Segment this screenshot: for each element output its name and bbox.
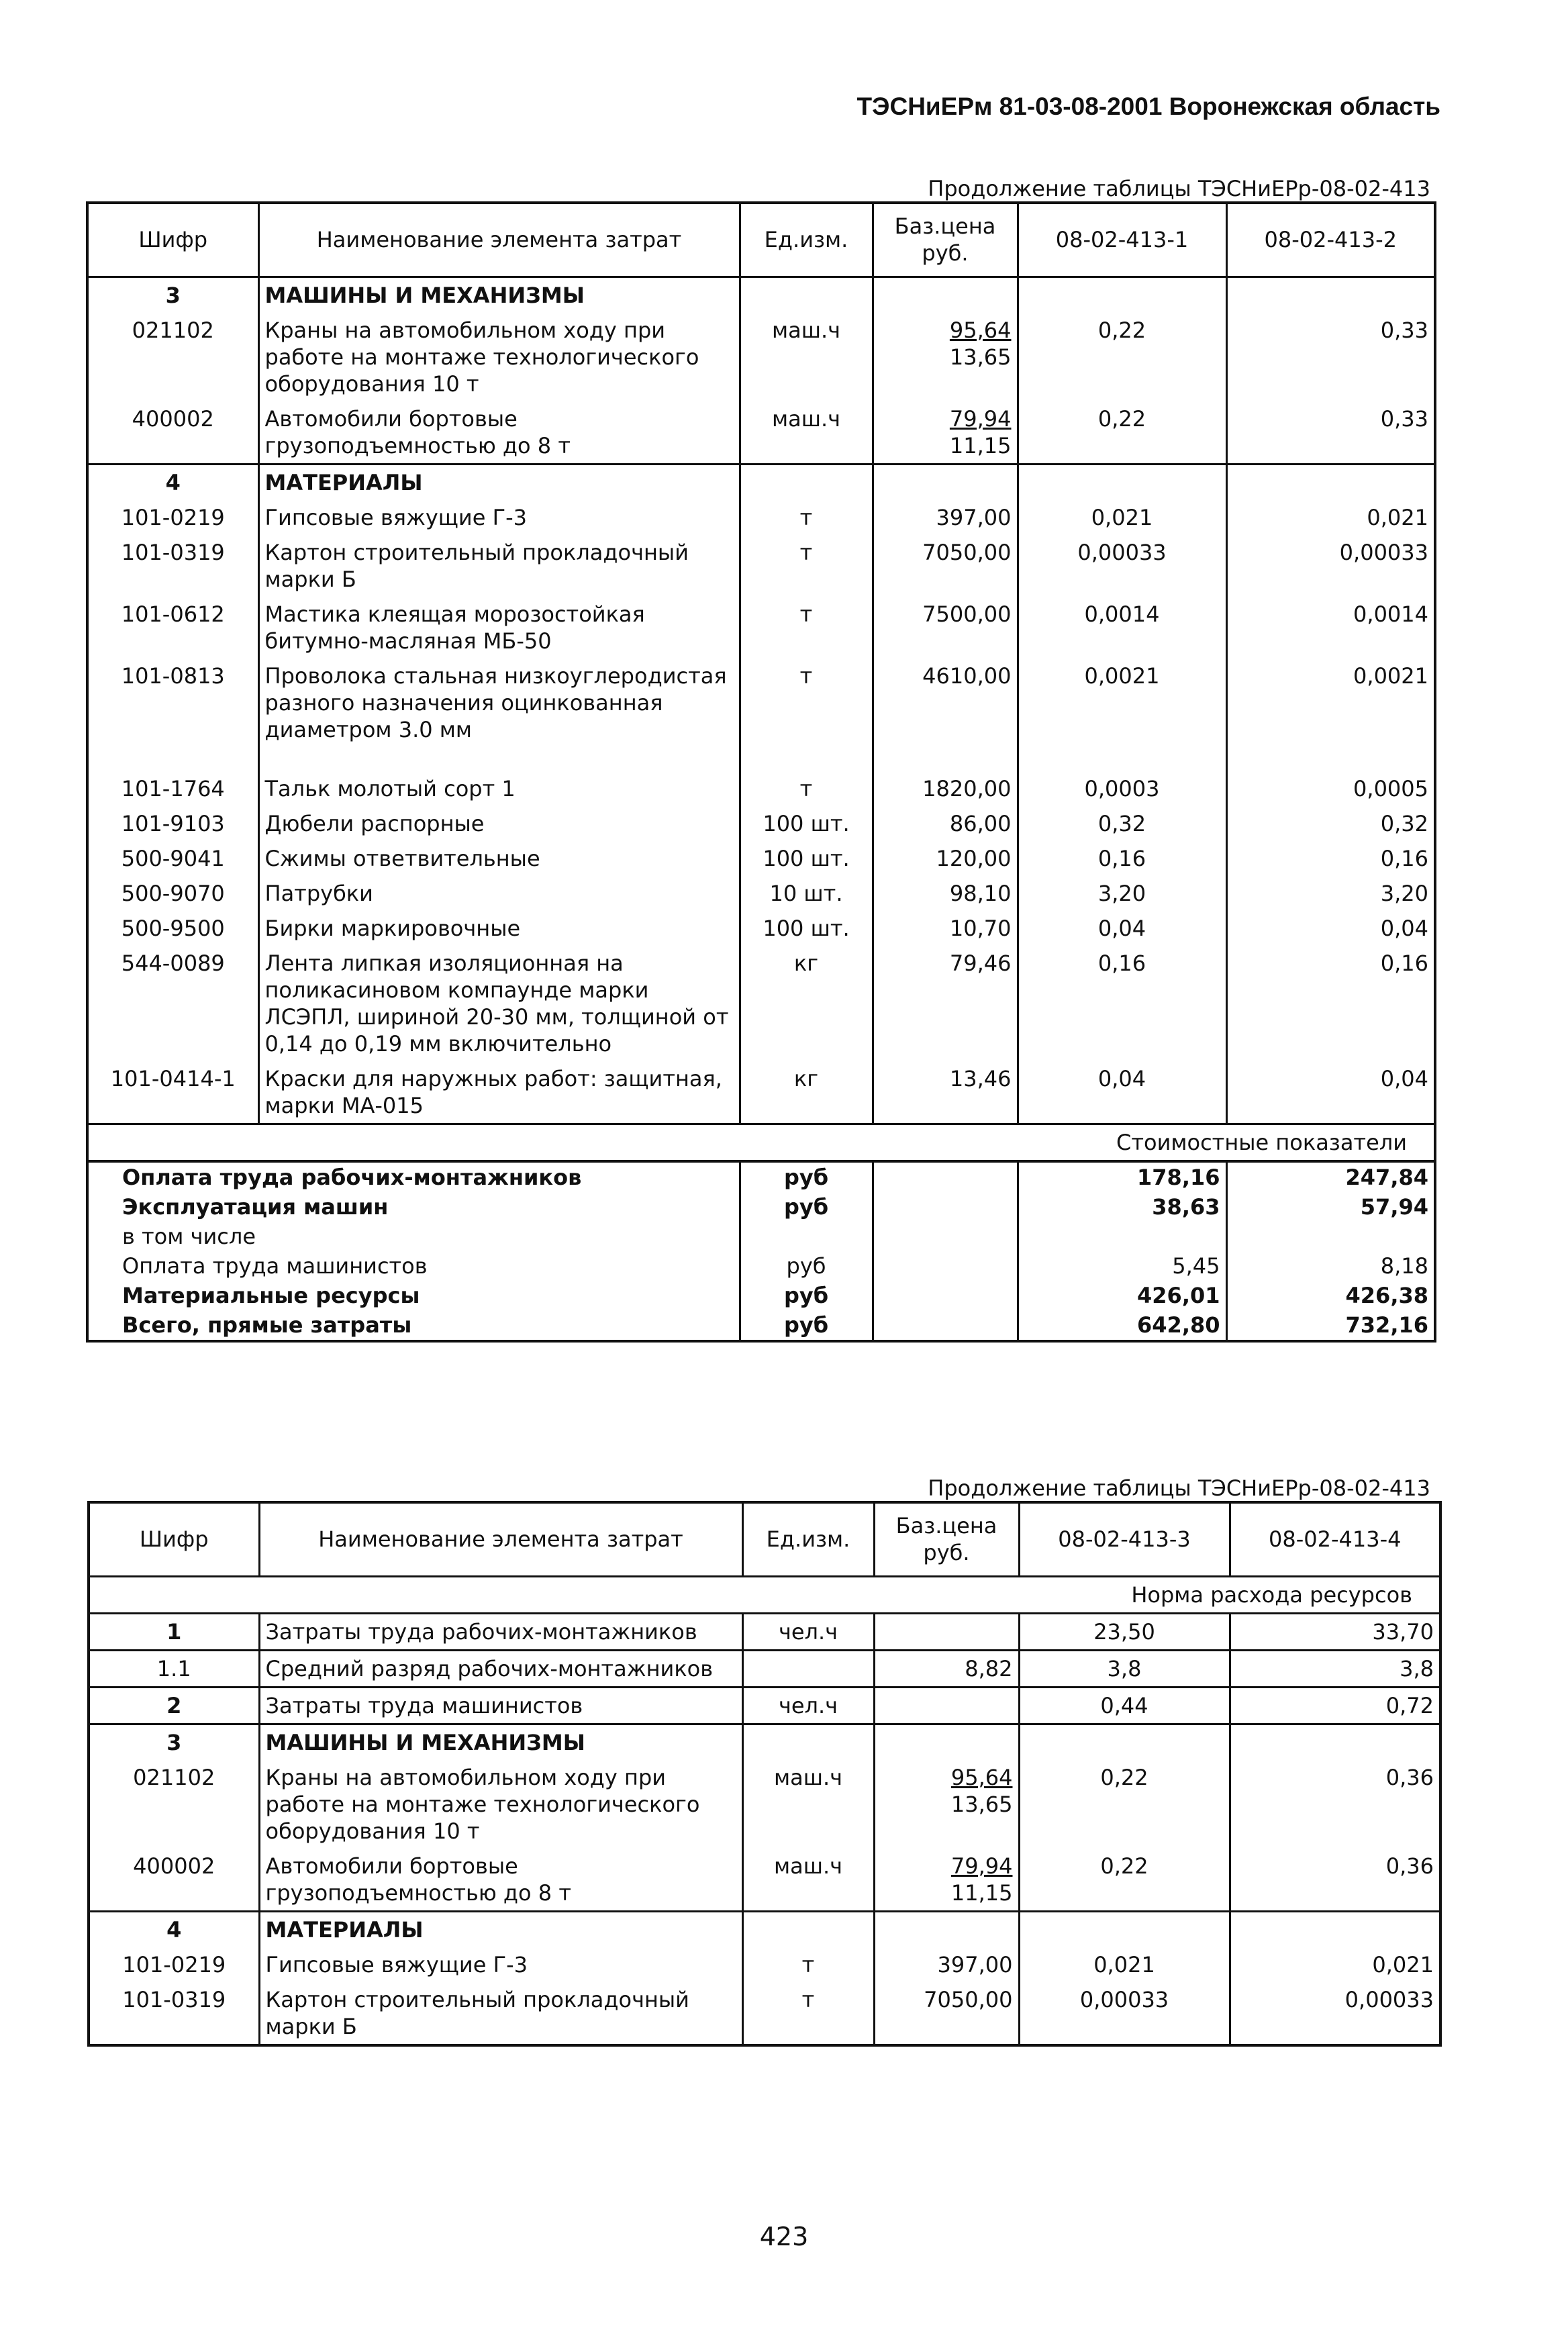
cell-unit xyxy=(740,464,873,500)
cell-code: 544-0089 xyxy=(87,946,258,1061)
cell-name: Мастика клеящая морозостойкая битумно-масляная МБ-50 xyxy=(258,597,740,658)
cell-name: Гипсовые вяжущие Г-3 xyxy=(259,1947,742,1982)
page-number: 423 xyxy=(759,2222,809,2251)
cell-price: 10,70 xyxy=(873,911,1018,946)
cell-unit: 10 шт. xyxy=(740,876,873,911)
summary-label: Оплата труда рабочих-монтажников xyxy=(87,1161,740,1192)
table2-body xyxy=(89,1613,1440,2045)
cell-value-b xyxy=(1226,464,1435,500)
cell-value-b: 0,16 xyxy=(1226,841,1435,876)
summary-value-a: 5,45 xyxy=(1018,1251,1226,1281)
summary-label: Материальные ресурсы xyxy=(87,1281,740,1310)
summary-unit xyxy=(740,1222,873,1251)
cell-name: Дюбели распорные xyxy=(258,806,740,841)
cell-value-a xyxy=(1018,277,1226,313)
table-row xyxy=(87,313,1435,401)
summary-price xyxy=(873,1310,1018,1341)
cell-name: Проволока стальная низкоуглеродистая разного назначения оцинкованная диаметром 3.0 мм xyxy=(258,658,740,747)
table-row xyxy=(89,1911,1440,1947)
cell-value-a: 0,16 xyxy=(1018,946,1226,1061)
table-row xyxy=(87,277,1435,313)
cell-code: 400002 xyxy=(87,401,258,465)
cell-value-a: 0,22 xyxy=(1018,313,1226,401)
summary-row xyxy=(87,1281,1435,1310)
col-header-b: 08-02-413-4 xyxy=(1230,1502,1440,1576)
cell-price xyxy=(874,1760,1019,1849)
table-row xyxy=(89,1613,1440,1650)
col-header-price: Баз.цена руб. xyxy=(873,203,1018,277)
cell-unit: чел.ч xyxy=(742,1613,874,1650)
cell-price: 7050,00 xyxy=(874,1982,1019,2045)
table-row xyxy=(87,597,1435,658)
cell-value-b: 33,70 xyxy=(1230,1613,1440,1650)
summary-label: Эксплуатация машин xyxy=(87,1192,740,1222)
cell-value-a: 3,20 xyxy=(1018,876,1226,911)
cell-value-b xyxy=(1226,277,1435,313)
cell-value-a: 0,22 xyxy=(1019,1760,1230,1849)
cell-price: 397,00 xyxy=(873,500,1018,535)
cell-unit: 100 шт. xyxy=(740,841,873,876)
table-row xyxy=(87,464,1435,500)
cell-unit xyxy=(742,1724,874,1760)
summary-value-a xyxy=(1018,1222,1226,1251)
col-header-a: 08-02-413-3 xyxy=(1019,1502,1230,1576)
cell-value-b: 0,00033 xyxy=(1230,1982,1440,2045)
cell-code: 101-1764 xyxy=(87,771,258,806)
cell-price xyxy=(874,1911,1019,1947)
cell-name: МАТЕРИАЛЫ xyxy=(259,1911,742,1947)
price-total: 95,64 xyxy=(950,1764,1013,1790)
cell-name: Патрубки xyxy=(258,876,740,911)
cell-code: 400002 xyxy=(89,1849,259,1912)
cell-price: 79,46 xyxy=(873,946,1018,1061)
cell-price: 8,82 xyxy=(874,1650,1019,1687)
cell-unit: т xyxy=(742,1982,874,2045)
cell-name: МАШИНЫ И МЕХАНИЗМЫ xyxy=(258,277,740,313)
cell-price xyxy=(874,1687,1019,1724)
table-row xyxy=(87,911,1435,946)
cell-price: 120,00 xyxy=(873,841,1018,876)
table-row xyxy=(89,1687,1440,1724)
cell-unit: т xyxy=(740,535,873,597)
cell-value-b: 0,32 xyxy=(1226,806,1435,841)
cell-value-b: 0,33 xyxy=(1226,313,1435,401)
cell-unit: кг xyxy=(740,1061,873,1124)
cell-price xyxy=(874,1613,1019,1650)
cell-code: 021102 xyxy=(89,1760,259,1849)
cell-code: 101-0319 xyxy=(89,1982,259,2045)
price-wage: 11,15 xyxy=(949,432,1012,458)
cell-price xyxy=(873,313,1018,401)
cell-value-b xyxy=(1230,1911,1440,1947)
summary-label: Всего, прямые затраты xyxy=(87,1310,740,1341)
cell-price: 86,00 xyxy=(873,806,1018,841)
cell-value-b: 0,33 xyxy=(1226,401,1435,465)
spacer-cell xyxy=(740,747,873,771)
cell-value-b: 0,16 xyxy=(1226,946,1435,1061)
col-header-name: Наименование элемента затрат xyxy=(258,203,740,277)
summary-row xyxy=(87,1161,1435,1192)
table-row xyxy=(87,771,1435,806)
cell-price xyxy=(873,464,1018,500)
cell-value-a xyxy=(1019,1724,1230,1760)
cell-value-b: 0,36 xyxy=(1230,1849,1440,1912)
summary-label: в том числе xyxy=(87,1222,740,1251)
summary-label: Оплата труда машинистов xyxy=(87,1251,740,1281)
table-row xyxy=(89,1650,1440,1687)
cell-code: 021102 xyxy=(87,313,258,401)
cell-price xyxy=(874,1849,1019,1912)
cell-name: Гипсовые вяжущие Г-3 xyxy=(258,500,740,535)
summary-row xyxy=(87,1222,1435,1251)
summary-unit: руб xyxy=(740,1251,873,1281)
cell-value-a xyxy=(1019,1911,1230,1947)
cell-value-a xyxy=(1018,464,1226,500)
table-row xyxy=(87,1061,1435,1124)
cell-unit: маш.ч xyxy=(740,313,873,401)
cell-price: 13,46 xyxy=(873,1061,1018,1124)
cell-price: 4610,00 xyxy=(873,658,1018,747)
cell-unit: 100 шт. xyxy=(740,806,873,841)
cell-name: Тальк молотый сорт 1 xyxy=(258,771,740,806)
cell-value-a: 0,0003 xyxy=(1018,771,1226,806)
cell-value-b: 3,20 xyxy=(1226,876,1435,911)
cell-code: 101-0813 xyxy=(87,658,258,747)
cell-value-a: 0,00033 xyxy=(1019,1982,1230,2045)
table-row xyxy=(89,1982,1440,2045)
cell-value-a: 0,00033 xyxy=(1018,535,1226,597)
table2-caption: Продолжение таблицы ТЭСНиЕРр-08-02-413 xyxy=(928,1475,1430,1501)
cell-price: 7500,00 xyxy=(873,597,1018,658)
summary-row xyxy=(87,1310,1435,1341)
cell-name: Автомобили бортовые грузоподъемностью до 8 т xyxy=(259,1849,742,1912)
cell-price xyxy=(874,1724,1019,1760)
table-row xyxy=(89,1947,1440,1982)
cell-code: 3 xyxy=(89,1724,259,1760)
col-header-name: Наименование элемента затрат xyxy=(259,1502,742,1576)
summary-row xyxy=(87,1192,1435,1222)
summary-row xyxy=(87,1251,1435,1281)
cell-value-a: 0,32 xyxy=(1018,806,1226,841)
cell-unit: т xyxy=(740,771,873,806)
cell-value-a: 0,44 xyxy=(1019,1687,1230,1724)
table1-summary xyxy=(87,1124,1435,1341)
summary-unit: руб xyxy=(740,1310,873,1341)
table-row xyxy=(87,401,1435,465)
col-header-price: Баз.цена руб. xyxy=(874,1502,1019,1576)
col-header-code: Шифр xyxy=(89,1502,259,1576)
cell-name: Лента липкая изоляционная на поликасиновом компаунде марки ЛСЭПЛ, шириной 20-30 мм, толщиной от 0,14 до 0,19 мм включительно xyxy=(258,946,740,1061)
summary-value-a: 426,01 xyxy=(1018,1281,1226,1310)
price-total: 95,64 xyxy=(949,317,1012,343)
cell-code: 4 xyxy=(87,464,258,500)
cell-unit: т xyxy=(742,1947,874,1982)
summary-unit: руб xyxy=(740,1161,873,1192)
cell-value-b: 0,04 xyxy=(1226,1061,1435,1124)
cell-name: МАШИНЫ И МЕХАНИЗМЫ xyxy=(259,1724,742,1760)
cell-unit: маш.ч xyxy=(742,1760,874,1849)
table1-body xyxy=(87,277,1435,1124)
col-header-unit: Ед.изм. xyxy=(740,203,873,277)
cell-value-a: 23,50 xyxy=(1019,1613,1230,1650)
summary-price xyxy=(873,1281,1018,1310)
cell-name: Затраты труда рабочих-монтажников xyxy=(259,1613,742,1650)
cell-value-b xyxy=(1230,1724,1440,1760)
cell-value-b: 3,8 xyxy=(1230,1650,1440,1687)
summary-value-b: 732,16 xyxy=(1226,1310,1435,1341)
cell-unit: т xyxy=(740,500,873,535)
col-header-b: 08-02-413-2 xyxy=(1226,203,1435,277)
cell-value-a: 0,16 xyxy=(1018,841,1226,876)
cell-value-b: 0,0005 xyxy=(1226,771,1435,806)
cell-code: 4 xyxy=(89,1911,259,1947)
table-row xyxy=(87,500,1435,535)
summary-value-b xyxy=(1226,1222,1435,1251)
cell-value-a: 0,021 xyxy=(1018,500,1226,535)
cell-code: 500-9500 xyxy=(87,911,258,946)
cell-code: 101-9103 xyxy=(87,806,258,841)
summary-value-b: 8,18 xyxy=(1226,1251,1435,1281)
cell-unit xyxy=(742,1911,874,1947)
cell-value-b: 0,021 xyxy=(1230,1947,1440,1982)
cell-name: Картон строительный прокладочный марки Б xyxy=(258,535,740,597)
price-wage: 13,65 xyxy=(950,1791,1013,1817)
cell-value-b: 0,04 xyxy=(1226,911,1435,946)
cell-unit: т xyxy=(740,597,873,658)
price-total: 79,94 xyxy=(950,1853,1013,1879)
spacer-cell xyxy=(87,747,258,771)
cell-code: 101-0414-1 xyxy=(87,1061,258,1124)
document-header: ТЭСНиЕРм 81-03-08-2001 Воронежская область xyxy=(856,93,1440,120)
table-row xyxy=(87,841,1435,876)
cell-code: 500-9041 xyxy=(87,841,258,876)
summary-value-b: 426,38 xyxy=(1226,1281,1435,1310)
cell-value-b: 0,0021 xyxy=(1226,658,1435,747)
cell-unit: маш.ч xyxy=(742,1849,874,1912)
cell-price: 7050,00 xyxy=(873,535,1018,597)
col-header-unit: Ед.изм. xyxy=(742,1502,874,1576)
cell-code: 101-0219 xyxy=(87,500,258,535)
cell-value-a: 0,04 xyxy=(1018,911,1226,946)
summary-price xyxy=(873,1251,1018,1281)
cell-value-b: 0,36 xyxy=(1230,1760,1440,1849)
cell-name: Бирки маркировочные xyxy=(258,911,740,946)
summary-unit: руб xyxy=(740,1281,873,1310)
cell-name: Краски для наружных работ: защитная, марки МА-015 xyxy=(258,1061,740,1124)
cell-code: 3 xyxy=(87,277,258,313)
cell-code: 500-9070 xyxy=(87,876,258,911)
spacer-cell xyxy=(258,747,740,771)
table-row xyxy=(87,806,1435,841)
table-row xyxy=(87,535,1435,597)
cell-value-a: 0,021 xyxy=(1019,1947,1230,1982)
norm-banner: Норма расхода ресурсов xyxy=(89,1576,1440,1613)
table-row xyxy=(89,1724,1440,1760)
cell-code: 2 xyxy=(89,1687,259,1724)
cell-unit xyxy=(742,1650,874,1687)
cell-name: Средний разряд рабочих-монтажников xyxy=(259,1650,742,1687)
table1 xyxy=(86,201,1436,1343)
cell-value-b: 0,0014 xyxy=(1226,597,1435,658)
cell-unit: кг xyxy=(740,946,873,1061)
cost-banner: Стоимостные показатели xyxy=(87,1124,1435,1161)
table-row xyxy=(87,876,1435,911)
cell-code: 101-0612 xyxy=(87,597,258,658)
cell-value-a: 0,0014 xyxy=(1018,597,1226,658)
cell-code: 1 xyxy=(89,1613,259,1650)
cell-value-a: 3,8 xyxy=(1019,1650,1230,1687)
spacer-cell xyxy=(1018,747,1226,771)
spacer-cell xyxy=(873,747,1018,771)
cell-value-b: 0,021 xyxy=(1226,500,1435,535)
cell-price: 98,10 xyxy=(873,876,1018,911)
cell-code: 101-0219 xyxy=(89,1947,259,1982)
summary-value-a: 178,16 xyxy=(1018,1161,1226,1192)
summary-price xyxy=(873,1222,1018,1251)
spacer-cell xyxy=(1226,747,1435,771)
cell-price: 1820,00 xyxy=(873,771,1018,806)
table-row xyxy=(89,1760,1440,1849)
price-wage: 13,65 xyxy=(949,344,1012,370)
cell-value-b: 0,72 xyxy=(1230,1687,1440,1724)
table-row xyxy=(87,946,1435,1061)
cell-value-a: 0,22 xyxy=(1019,1849,1230,1912)
cell-unit: маш.ч xyxy=(740,401,873,465)
table2 xyxy=(87,1501,1442,2047)
price-total: 79,94 xyxy=(949,405,1012,432)
table-row xyxy=(87,658,1435,747)
cell-value-b: 0,00033 xyxy=(1226,535,1435,597)
cell-name: Автомобили бортовые грузоподъемностью до 8 т xyxy=(258,401,740,465)
cell-code: 1.1 xyxy=(89,1650,259,1687)
table1-caption: Продолжение таблицы ТЭСНиЕРр-08-02-413 xyxy=(928,176,1430,201)
cell-name: Картон строительный прокладочный марки Б xyxy=(259,1982,742,2045)
cell-name: Затраты труда машинистов xyxy=(259,1687,742,1724)
summary-value-b: 57,94 xyxy=(1226,1192,1435,1222)
price-wage: 11,15 xyxy=(950,1880,1013,1906)
cell-unit: т xyxy=(740,658,873,747)
cell-price: 397,00 xyxy=(874,1947,1019,1982)
cell-name: МАТЕРИАЛЫ xyxy=(258,464,740,500)
summary-value-a: 38,63 xyxy=(1018,1192,1226,1222)
cell-unit: 100 шт. xyxy=(740,911,873,946)
cell-code: 101-0319 xyxy=(87,535,258,597)
col-header-a: 08-02-413-1 xyxy=(1018,203,1226,277)
spacer-row xyxy=(87,747,1435,771)
cell-name: Сжимы ответвительные xyxy=(258,841,740,876)
summary-price xyxy=(873,1192,1018,1222)
summary-price xyxy=(873,1161,1018,1192)
cell-name: Краны на автомобильном ходу при работе на монтаже технологического оборудования 10 т xyxy=(258,313,740,401)
summary-value-a: 642,80 xyxy=(1018,1310,1226,1341)
summary-unit: руб xyxy=(740,1192,873,1222)
cell-unit xyxy=(740,277,873,313)
table-row xyxy=(89,1849,1440,1912)
summary-value-b: 247,84 xyxy=(1226,1161,1435,1192)
cell-price xyxy=(873,401,1018,465)
cell-unit: чел.ч xyxy=(742,1687,874,1724)
cell-price xyxy=(873,277,1018,313)
cell-value-a: 0,22 xyxy=(1018,401,1226,465)
cell-value-a: 0,04 xyxy=(1018,1061,1226,1124)
cell-name: Краны на автомобильном ходу при работе на монтаже технологического оборудования 10 т xyxy=(259,1760,742,1849)
cell-value-a: 0,0021 xyxy=(1018,658,1226,747)
col-header-code: Шифр xyxy=(87,203,258,277)
